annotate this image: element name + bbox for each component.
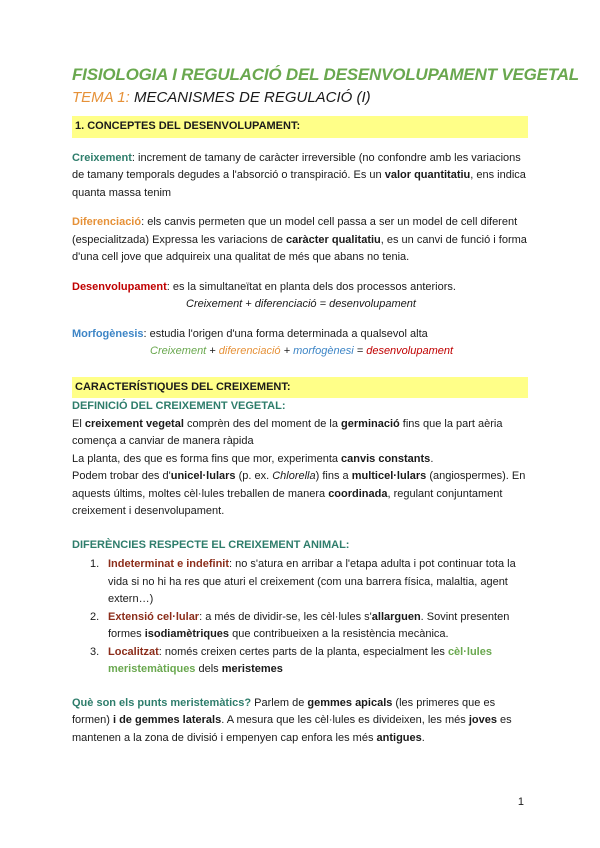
paragraph-canvis: La planta, des que es forma fins que mor, experimenta canvis constants.: [72, 452, 434, 465]
definition-desenvolupament: Desenvolupament: es la simultaneïtat en planta dels dos processos anteriors.: [72, 280, 456, 293]
document-page: [72, 64, 579, 747]
list-item: 3. Localitzat: només creixen certes parts de la planta, especialment les cèl·lules meristemàtiques dels meristemes: [90, 645, 492, 675]
definition-morfogenesi: Morfogènesis: estudia l'origen d'una forma determinada a qualsevol alta: [72, 327, 428, 340]
subheading-diferencies: DIFERÈNCIES RESPECTE EL CREIXEMENT ANIMAL:: [72, 538, 350, 551]
formula-morfogenesi: Creixement + diferenciació + morfogènesi = desenvolupament: [150, 345, 454, 357]
topic-name: MECANISMES DE REGULACIÓ (I): [133, 89, 371, 106]
topic-label: TEMA 1:: [72, 89, 130, 106]
definition-diferenciacio: Diferenciació: els canvis permeten que un model cell passa a ser un model de cell diferent (especialitzada) Expressa les variacions de caràcter qualitatiu, es un canvi de funció i forma d'una cell jove que adquireix una qualitat de més que abans no tenia.: [72, 216, 527, 263]
definition-creixement: Creixement: increment de tamany de caràcter irreversible (no confondre amb les variacions de tamany temporals degudes a l'absorció o transpiració. Es un valor quantitatiu, ens indica quanta massa tenim: [72, 151, 526, 199]
page-number: 1: [517, 796, 524, 808]
topic-subtitle: [72, 88, 528, 108]
paragraph-unicellulars: Podem trobar des d'unicel·lulars (p. ex. Chlorella) fins a multicel·lulars (angiospermes). En aquests últims, moltes cèl·lules treballen de manera coordinada, regulant conjuntament creixement i desenvolupament.: [72, 470, 526, 517]
paragraph-punts-meristematics: Què son els punts meristemàtics? Parlem de gemmes apicals (les primeres que es formen) i de gemmes laterals. A mesura que les cèl·lules es divideixen, les més joves es mantenen a la zona de divisió i empenyen cap enfora les més antigues.: [72, 696, 512, 744]
subheading-definicio: DEFINICIÓ DEL CREIXEMENT VEGETAL:: [72, 400, 286, 412]
formula-desenvolupament: Creixement + diferenciació = desenvolupament: [186, 298, 416, 310]
differences-list: [72, 556, 528, 679]
section-heading-caracteristiques: CARACTERÍSTIQUES DEL CREIXEMENT:: [72, 377, 528, 399]
document-title: FISIOLOGIA I REGULACIÓ DEL DESENVOLUPAMENT VEGETAL: [72, 65, 579, 84]
list-item: 1. Indeterminat e indefinit: no s'atura en arribar a l'etapa adulta i pot continuar tota la vida si no hi ha res que aturi el creixement (com una barrera física, malaltia, agent extern…): [90, 558, 516, 605]
list-item: 2. Extensió cel·lular: a més de dividir-se, les cèl·lules s'allarguen. Sovint presenten formes isodiamètriques que contribueixen a la resistència mecànica.: [90, 610, 510, 640]
section-heading-concepts: 1. CONCEPTES DEL DESENVOLUPAMENT:: [72, 116, 528, 138]
paragraph-creixement-vegetal: El creixement vegetal comprèn des del moment de la germinació fins que la part aèria comença a canviar de manera ràpida: [72, 417, 503, 447]
